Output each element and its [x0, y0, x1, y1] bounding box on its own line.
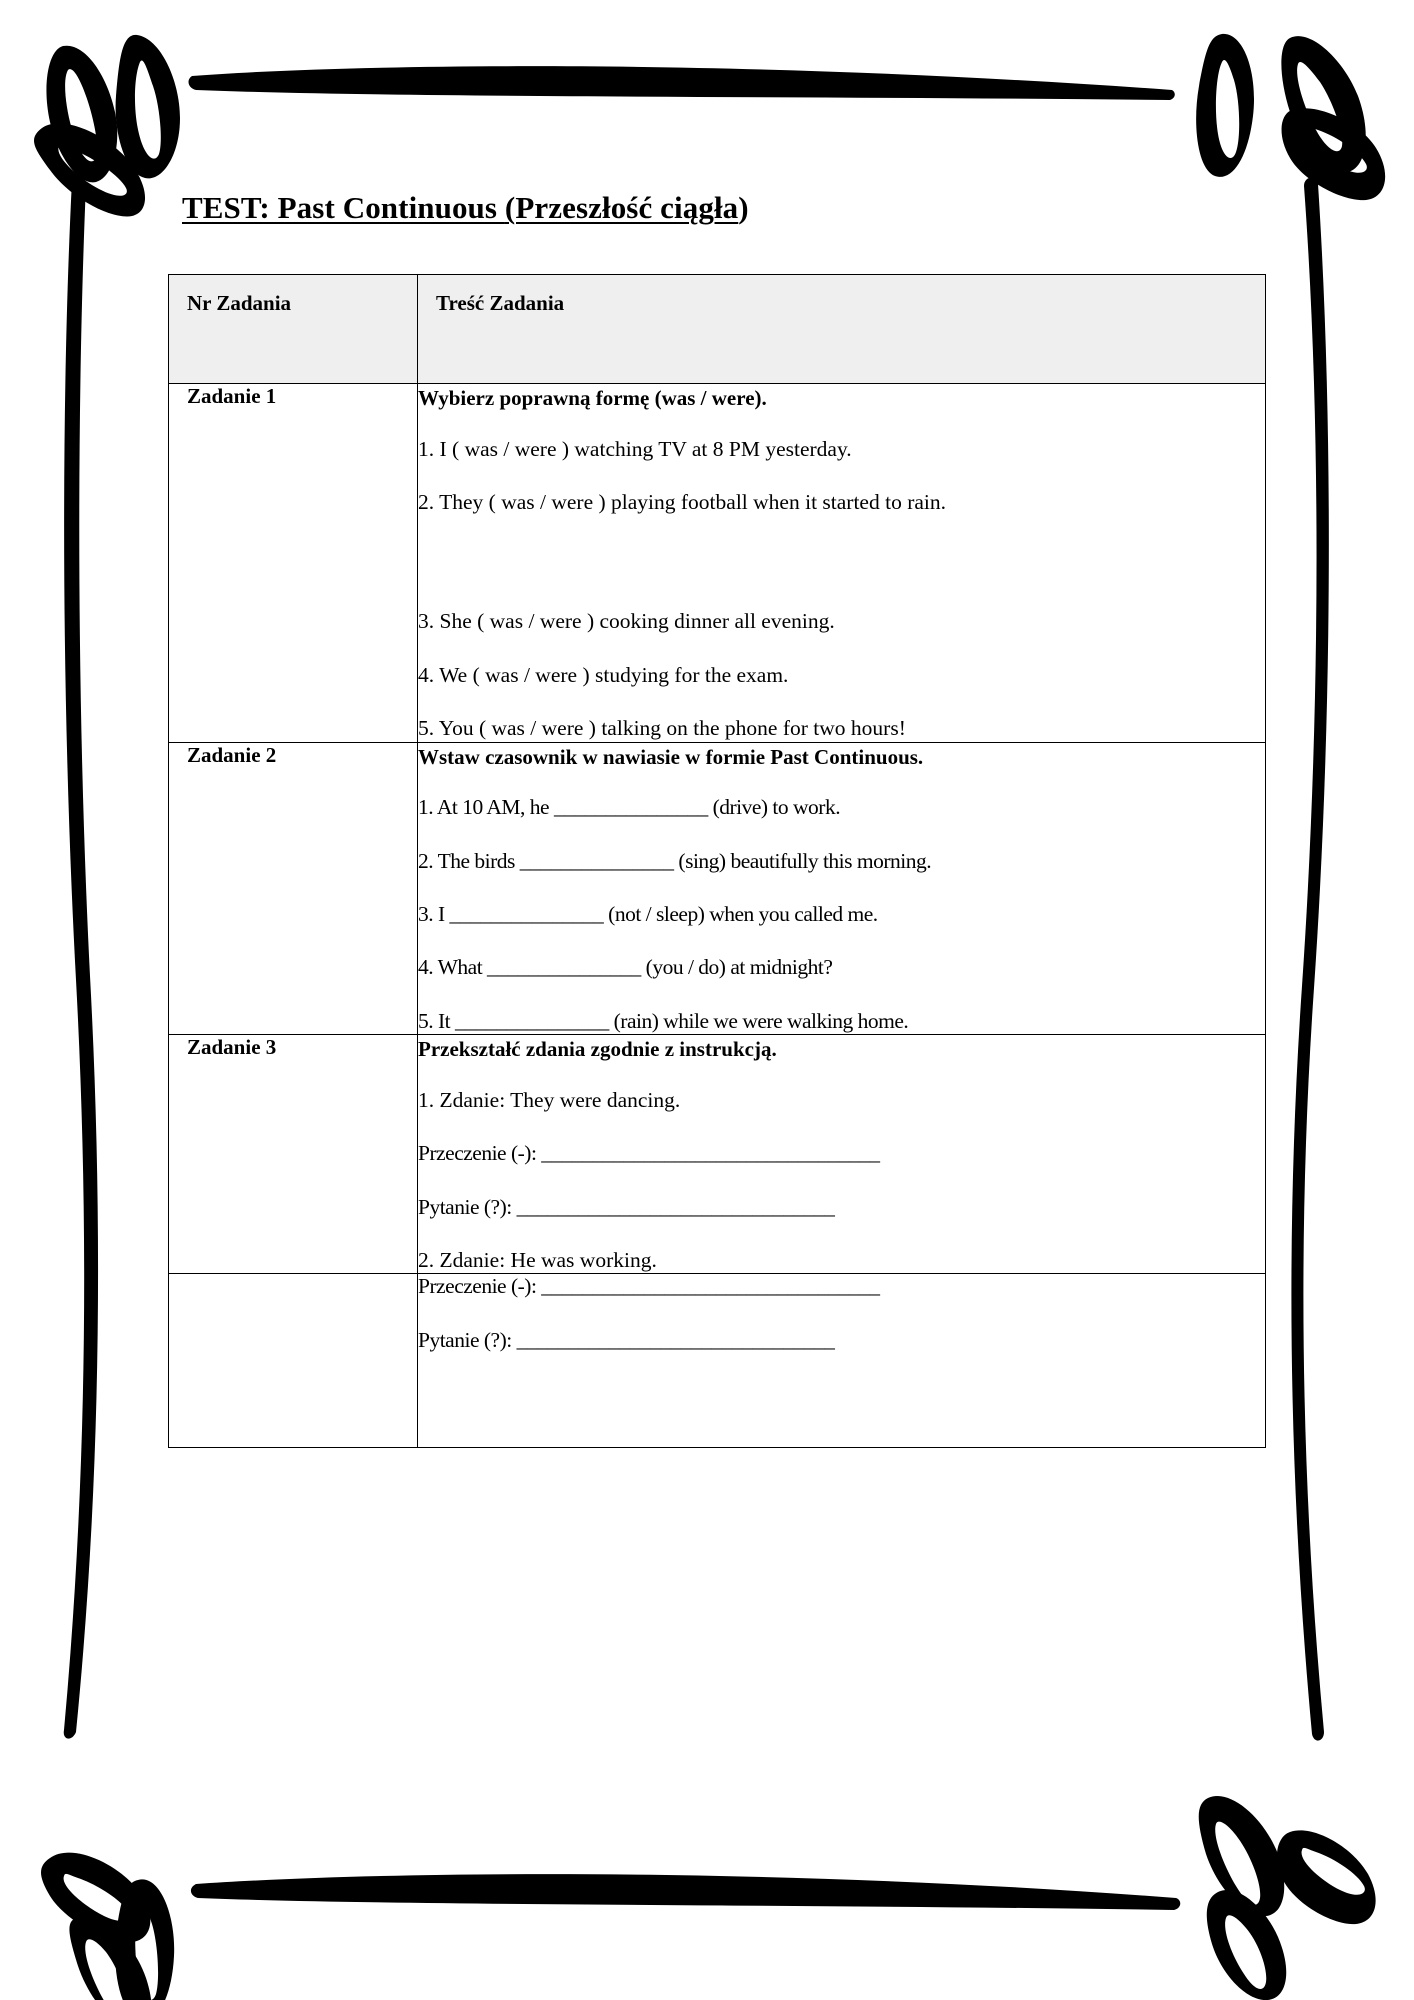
table-row — [169, 1035, 1266, 1274]
table-row — [169, 384, 1266, 743]
page-title-part-2: (Przeszłość ciągła — [504, 190, 739, 225]
page-title — [182, 190, 1270, 226]
left-rule — [64, 177, 98, 1739]
task-answer-line-negative: Przeczenie (-): _________________________________ — [418, 1274, 880, 1299]
task-item: 4. What _______________ (you / do) at midnight? — [418, 955, 833, 980]
task-content-cell — [418, 1274, 1266, 1448]
leaf-icon — [116, 35, 180, 178]
table-header — [169, 275, 1266, 384]
task-item: 1. Zdanie: They were dancing. — [418, 1087, 681, 1112]
task-item: 2. Zdanie: He was working. — [418, 1247, 657, 1272]
leaf-icon — [69, 1916, 151, 2000]
page-title-tail: ) — [738, 190, 749, 225]
task-item: 4. We ( was / were ) studying for the exam. — [418, 662, 789, 687]
task-item: 2. The birds _______________ (sing) beautifully this morning. — [418, 848, 932, 873]
tasks-table — [168, 274, 1266, 1448]
leaf-icon — [115, 1879, 174, 2000]
task-number-label: Zadanie 1 — [187, 384, 277, 408]
content-spacer — [418, 1381, 1265, 1447]
table-row — [169, 742, 1266, 1035]
task-answer-line-question: Pytanie (?): _______________________________ — [418, 1327, 835, 1352]
page-title-part-1: TEST: Past Continuous — [182, 190, 505, 225]
leaf-icon — [34, 123, 145, 216]
right-rule — [1291, 177, 1328, 1740]
task-content-cell — [418, 384, 1266, 743]
task-prompt: Wstaw czasownik w nawiasie w formie Past Continuous. — [418, 744, 924, 769]
top-rule — [189, 66, 1175, 100]
content-spacer — [418, 543, 1265, 609]
task-answer-line-question: Pytanie (?): _______________________________ — [418, 1194, 835, 1219]
header-label-number: Nr Zadania — [187, 291, 292, 315]
header-cell-content — [418, 275, 1266, 384]
table-row — [169, 1274, 1266, 1448]
header-label-content: Treść Zadania — [436, 291, 565, 315]
worksheet-content — [150, 190, 1270, 1448]
table-body — [169, 384, 1266, 1448]
task-prompt: Przekształć zdania zgodnie z instrukcją. — [418, 1037, 777, 1062]
leaf-icon — [1282, 108, 1386, 200]
table-header-row — [169, 275, 1266, 384]
task-number-cell — [169, 384, 418, 743]
leaf-icon — [1277, 1830, 1376, 1924]
task-content-cell — [418, 742, 1266, 1035]
task-number-label: Zadanie 3 — [187, 1035, 277, 1060]
task-item: 2. They ( was / were ) playing football when it started to rain. — [418, 490, 946, 515]
leaf-icon — [46, 46, 117, 183]
task-item: 1. At 10 AM, he _______________ (drive) to work. — [418, 795, 841, 820]
task-answer-line-negative: Przeczenie (-): _________________________________ — [418, 1141, 880, 1166]
leaf-icon — [1281, 36, 1365, 172]
leaf-icon — [1196, 34, 1254, 177]
header-cell-number — [169, 275, 418, 384]
task-number-label: Zadanie 2 — [187, 742, 277, 767]
task-number-cell-empty — [169, 1274, 418, 1448]
leaf-icon — [41, 1853, 150, 1943]
task-prompt: Wybierz poprawną formę (was / were). — [418, 386, 767, 410]
task-item: 5. It _______________ (rain) while we were walking home. — [418, 1008, 909, 1033]
bottom-rule — [191, 1874, 1180, 1910]
leaf-icon — [1207, 1890, 1286, 2000]
task-item: 3. I _______________ (not / sleep) when you called me. — [418, 902, 878, 927]
task-number-cell — [169, 1035, 418, 1274]
leaf-icon — [1199, 1796, 1285, 1916]
task-content-cell — [418, 1035, 1266, 1274]
task-item: 3. She ( was / were ) cooking dinner all evening. — [418, 609, 835, 634]
task-item: 1. I ( was / were ) watching TV at 8 PM yesterday. — [418, 436, 852, 461]
task-item: 5. You ( was / were ) talking on the phone for two hours! — [418, 716, 906, 741]
task-number-cell — [169, 742, 418, 1035]
